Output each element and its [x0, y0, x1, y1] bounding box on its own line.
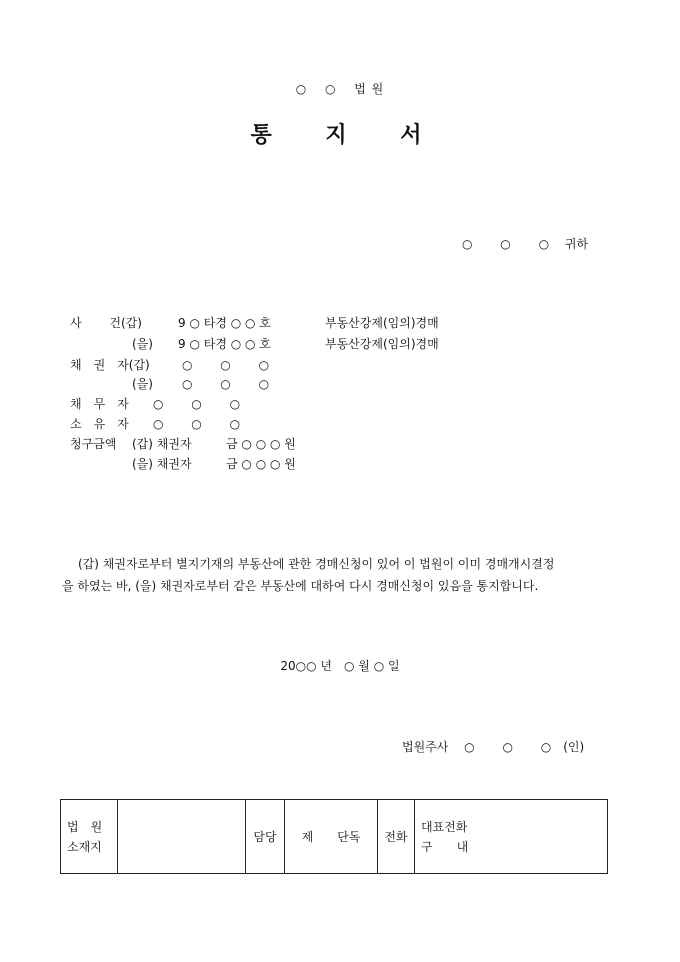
recipient: ○ ○ ○ 귀하 [462, 237, 589, 251]
owner-label: 소 유 자 [70, 417, 129, 431]
court-header: ○ ○ 법 원 [295, 82, 385, 96]
debtor-label: 채 무 자 [70, 397, 129, 411]
signature-line: 법원주사 ○ ○ ○ (인) [402, 740, 585, 754]
owner-value: ○ ○ ○ [153, 417, 241, 431]
case-eul-label: (을) [132, 337, 153, 351]
issue-date: 20○○ 년 ○ 월 ○ 일 [280, 659, 400, 673]
claim-label: 청구금액 [70, 437, 117, 451]
debtor-value: ○ ○ ○ [153, 397, 241, 411]
contact-label: 담당 [246, 800, 285, 874]
creditor-eul-value: ○ ○ ○ [182, 377, 270, 391]
claim-gap-label: (갑) 채권자 [132, 437, 192, 451]
case-gap-type: 부동산강제(임의)경매 [325, 316, 439, 330]
phone-label: 전화 [378, 800, 415, 874]
creditor-gap-value: ○ ○ ○ [182, 358, 270, 372]
creditor-label: 채 권 자(갑) [70, 358, 150, 372]
claim-eul-label: (을) 채권자 [132, 457, 192, 471]
court-address-label [61, 800, 118, 874]
case-label: 사 건(갑) [70, 316, 142, 330]
court-address-label-line2: 소재지 [67, 839, 102, 854]
body-line-2: 을 하였는 바, (을) 채권자로부터 같은 부동산에 대하여 다시 경매신청이 있음을 통지합니다. [62, 579, 539, 593]
body-line-1: (갑) 채권자로부터 별지기재의 부동산에 관한 경매신청이 있어 이 법원이 이미 경매개시결정 [78, 557, 555, 571]
phone-extension-line: 구 내 [421, 839, 469, 854]
phone-main-line: 대표전화 [421, 819, 468, 834]
case-eul-type: 부동산강제(임의)경매 [325, 337, 439, 351]
phone-value [415, 800, 608, 874]
creditor-eul-label: (을) [132, 377, 153, 391]
claim-gap-amount: 금 ○ ○ ○ 원 [226, 437, 296, 451]
contact-value: 제 단독 [285, 800, 378, 874]
case-eul-number: 9 ○ 타경 ○ ○ 호 [178, 337, 271, 351]
court-address-label-line1: 법 원 [67, 819, 103, 834]
case-gap-number: 9 ○ 타경 ○ ○ 호 [178, 316, 271, 330]
document-title: 통 지 서 [250, 122, 430, 148]
claim-eul-amount: 금 ○ ○ ○ 원 [226, 457, 296, 471]
court-address-value [118, 800, 246, 874]
footer-table [60, 799, 608, 874]
